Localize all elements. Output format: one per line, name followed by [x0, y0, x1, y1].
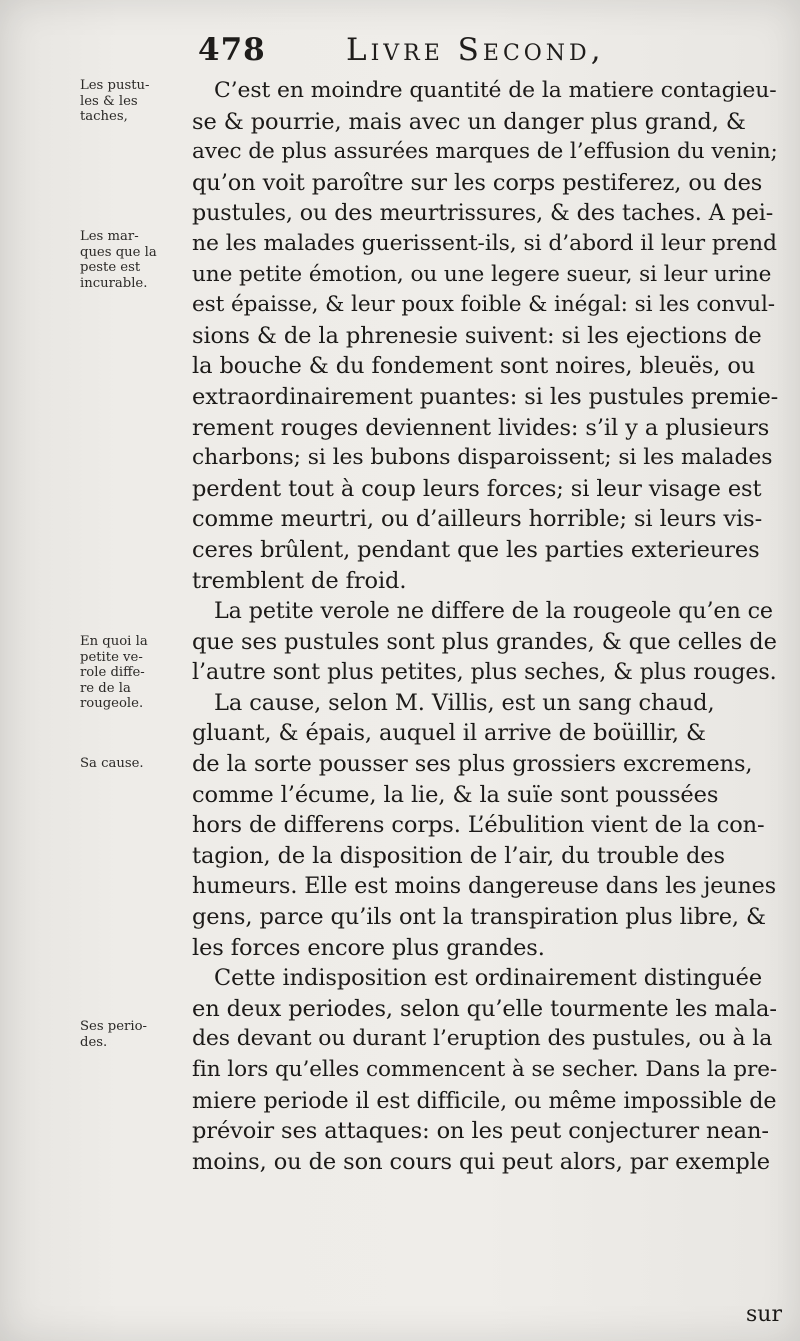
text-line: C’est en moindre quantité de la matiere contagieu-: [214, 78, 777, 103]
text-line: que ses pustules sont plus grandes, & que celles de: [192, 628, 777, 655]
text-line: extraordinairement puantes: si les pustules premie-: [192, 383, 779, 410]
text-line: tremblent de froid.: [192, 567, 407, 594]
margin-note: En quoi la petite ve- role diffe- re de la rougeole.: [80, 634, 148, 711]
text-line: humeurs. Elle est moins dangereuse dans les jeunes: [192, 873, 776, 900]
page-number: 478: [198, 32, 266, 68]
text-line: avec de plus assurées marques de l’effusion du venin;: [192, 139, 778, 165]
text-line: ceres brûlent, pendant que les parties exterieures: [192, 536, 760, 563]
text-line: qu’on voit paroître sur les corps pestiferez, ou des: [192, 169, 763, 196]
margin-note: Ses perio- des.: [80, 1019, 147, 1050]
text-line: miere periode il est difficile, ou même impossible de: [192, 1087, 777, 1114]
text-line: hors de differens corps. L’ébulition vient de la con-: [192, 812, 765, 839]
running-head: Livre Second,: [346, 32, 605, 68]
text-line: La petite verole ne differe de la rougeole qu’en ce: [214, 598, 773, 625]
text-line: charbons; si les bubons disparoissent; si les malades: [192, 445, 773, 471]
text-line: prévoir ses attaques: on les peut conjecturer nean-: [192, 1118, 769, 1145]
text-line: Cette indisposition est ordinairement distinguée: [214, 965, 763, 992]
margin-note: Sa cause.: [80, 756, 144, 771]
text-line: la bouche & du fondement sont noires, bleuës, ou: [192, 353, 756, 380]
text-line: est épaisse, & leur poux foible & inégal: si les convul-: [192, 292, 775, 318]
margin-note: Les mar- ques que la peste est incurable.: [80, 229, 157, 291]
text-line: une petite émotion, ou une legere sueur, si leur urine: [192, 261, 772, 287]
text-line: l’autre sont plus petites, plus seches, & plus rouges.: [192, 659, 777, 686]
text-line: moins, ou de son cours qui peut alors, par exemple: [192, 1148, 771, 1175]
text-line: sions & de la phrenesie suivent: si les ejections de: [192, 322, 762, 349]
margin-notes: [0, 0, 190, 1341]
body-text: [192, 76, 778, 1177]
text-line: en deux periodes, selon qu’elle tourmente les mala-: [192, 995, 777, 1022]
text-line: ne les malades guerissent-ils, si d’abord il leur prend: [192, 230, 777, 256]
page-header: [198, 32, 770, 72]
text-line: perdent tout à coup leurs forces; si leur visage est: [192, 475, 762, 502]
text-line: fin lors qu’elles commencent à se secher. Dans la pre-: [192, 1057, 778, 1082]
text-line: comme l’écume, la lie, & la suïe sont poussées: [192, 781, 719, 808]
catchword: sur: [746, 1302, 782, 1327]
text-line: La cause, selon M. Villis, est un sang chaud,: [214, 689, 715, 716]
text-line: pustules, ou des meurtrissures, & des taches. A pei-: [192, 200, 774, 227]
margin-note: Les pustu- les & les taches,: [80, 78, 150, 124]
text-line: se & pourrie, mais avec un danger plus grand, &: [192, 108, 746, 135]
text-line: gluant, & épais, auquel il arrive de boüillir, &: [192, 720, 706, 747]
text-line: les forces encore plus grandes.: [192, 934, 545, 961]
text-line: gens, parce qu’ils ont la transpiration plus libre, &: [192, 904, 766, 931]
text-line: comme meurtri, ou d’ailleurs horrible; si leurs vis-: [192, 506, 763, 533]
text-line: des devant ou durant l’eruption des pustules, ou à la: [192, 1026, 773, 1052]
text-line: de la sorte pousser ses plus grossiers excremens,: [192, 751, 753, 778]
text-line: rement rouges deviennent livides: s’il y a plusieurs: [192, 414, 770, 441]
text-line: tagion, de la disposition de l’air, du trouble des: [192, 842, 725, 869]
